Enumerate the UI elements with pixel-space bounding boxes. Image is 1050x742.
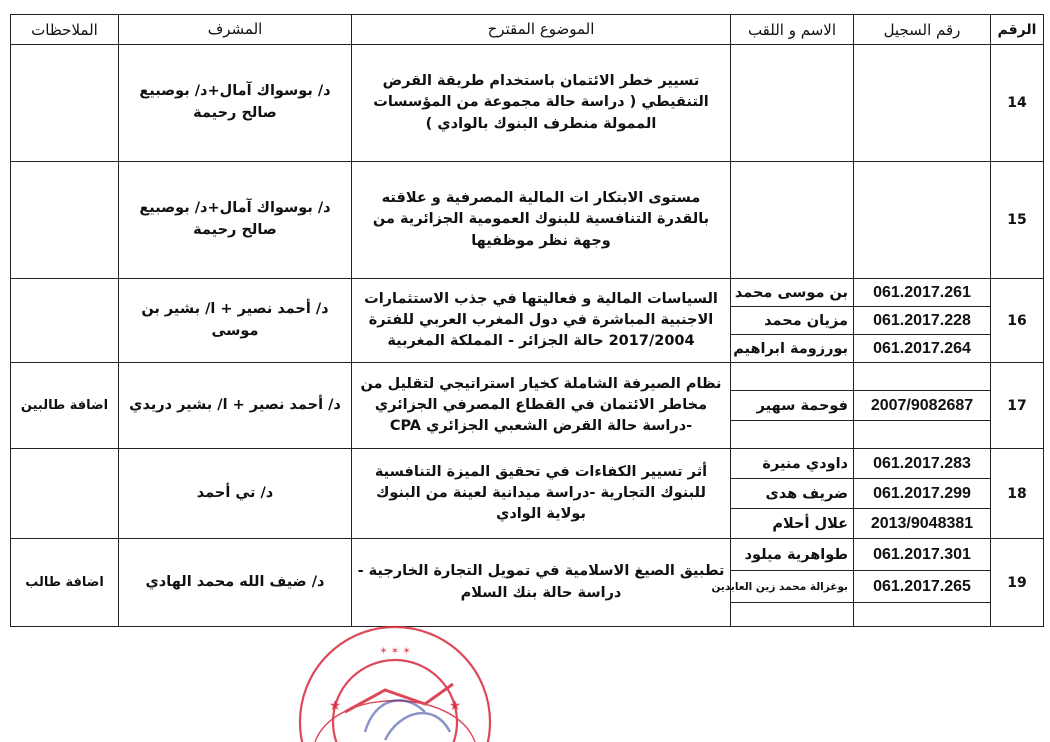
reg-cell: 2007/9082687 [854,391,991,421]
reg-cell: 061.2017.265 [854,571,991,603]
reg-cell: 061.2017.301 [854,539,991,571]
note-cell [11,279,119,363]
reg-cell [854,363,991,391]
topic-cell: السياسات المالية و فعاليتها في جذب الاستثمارات الاجنبية المباشرة في دول المغرب العربي للفترة 2017/2004 حالة الجزائر - المملكة المغربية [352,279,731,363]
reg-cell: 061.2017.283 [854,449,991,479]
reg-cell [854,421,991,449]
name-cell: فوحمة سهير [731,391,854,421]
svg-text:★: ★ [448,698,462,714]
row-num: 17 [991,363,1044,449]
topics-table [10,14,1044,627]
name-cell: بن موسى محمد [731,279,854,307]
row-num: 19 [991,539,1044,627]
supervisor-cell: د/ ضيف الله محمد الهادي [119,539,352,627]
header-notes: الملاحظات [11,15,119,45]
supervisor-cell: د/ أحمد نصير + ا/ بشير دريدي [119,363,352,449]
name-cell [731,421,854,449]
reg-cell: 061.2017.261 [854,279,991,307]
header-name: الاسم و اللقب [731,15,854,45]
svg-text:✶ ✶ ✶: ✶ ✶ ✶ [379,646,411,657]
table-row [11,449,1044,479]
topic-cell: تطبيق الصيغ الاسلامية في تمويل التجارة الخارجية - دراسة حالة بنك السلام [352,539,731,627]
supervisor-cell: د/ بوسواك آمال+د/ بوصبيع صالح رحيمة [119,162,352,279]
row-num: 15 [991,162,1044,279]
reg-cell: 061.2017.299 [854,479,991,509]
note-cell: اضافة طالبين [11,363,119,449]
topic-cell: أثر تسيير الكفاءات في تحقيق الميزة التنافسية للبنوك التجارية -دراسة ميدانية لعينة من البنوك بولاية الوادي [352,449,731,539]
header-row [11,15,1044,45]
name-cell: بوغزالة محمد زين العابدين [731,571,854,603]
topic-cell: نظام الصيرفة الشاملة كخيار استراتيجي لتقليل من مخاطر الائتمان في القطاع المصرفي الجزائري -دراسة حالة القرض الشعبي الجزائري CPA [352,363,731,449]
reg-cell [854,603,991,627]
supervisor-cell: د/ بوسواك آمال+د/ بوصبيع صالح رحيمة [119,45,352,162]
name-cell: طواهرية ميلود [731,539,854,571]
name-cell: مزيان محمد [731,307,854,335]
topic-cell: تسيير خطر الائتمان باستخدام طريقة القرض التنقيطي ( دراسة حالة مجموعة من المؤسسات الممولة منطرف البنوك بالوادي ) [352,45,731,162]
reg-cell: 061.2017.228 [854,307,991,335]
name-cell [731,603,854,627]
name-cell: بورزومة ابراهيم [731,335,854,363]
name-cell: ضريف هدى [731,479,854,509]
reg-cell [854,162,991,279]
note-cell [11,162,119,279]
table-row [11,279,1044,307]
topic-cell: مستوى الابتكار ات المالية المصرفية و علاقته بالقدرة التنافسية للبنوك العمومية الجزائرية من وجهة نظر موظفيها [352,162,731,279]
document-sheet [10,14,1044,627]
note-cell [11,45,119,162]
row-num: 18 [991,449,1044,539]
svg-text:★: ★ [328,698,342,714]
name-cell [731,363,854,391]
supervisor-cell: د/ أحمد نصير + ا/ بشير بن موسى [119,279,352,363]
table-row [11,45,1044,162]
header-num: الرقم [991,15,1044,45]
reg-cell: 2013/9048381 [854,509,991,539]
header-topic: الموضوع المقترح [352,15,731,45]
row-num: 16 [991,279,1044,363]
name-cell: داودي منيرة [731,449,854,479]
name-cell [731,45,854,162]
name-cell [731,162,854,279]
table-row [11,363,1044,391]
table-row [11,162,1044,279]
name-cell: علال أحلام [731,509,854,539]
note-cell [11,449,119,539]
header-supervisor: المشرف [119,15,352,45]
note-cell: اضافة طالب [11,539,119,627]
reg-cell: 061.2017.264 [854,335,991,363]
table-row [11,539,1044,571]
reg-cell [854,45,991,162]
row-num: 14 [991,45,1044,162]
supervisor-cell: د/ تي أحمد [119,449,352,539]
header-reg: رقم السجيل [854,15,991,45]
